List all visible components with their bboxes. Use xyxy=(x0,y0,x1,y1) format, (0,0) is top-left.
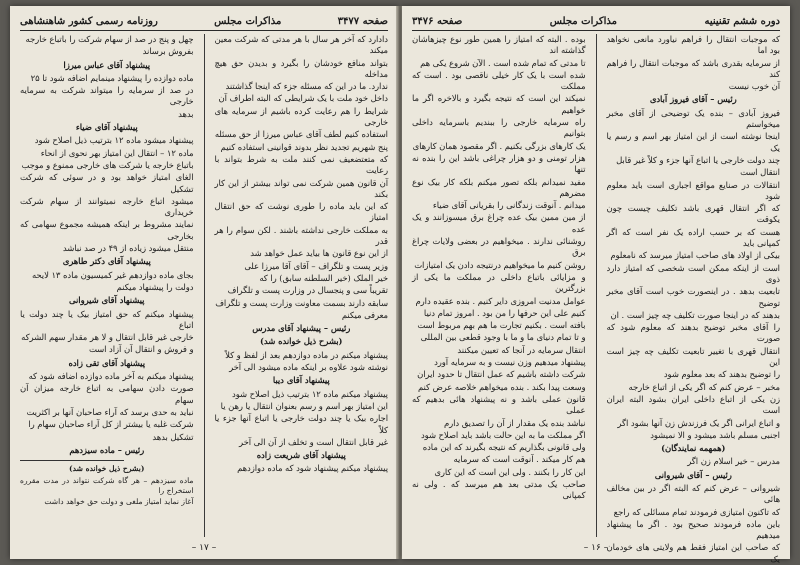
right-page-column-left xyxy=(412,34,586,537)
text-line: آن قانون همین شرکت نمی تواند بیشتر از این کار بکند xyxy=(214,177,388,199)
text-line: تشکیل بدهد xyxy=(152,431,194,442)
text-line: منتقل میشود زیاده از ۴۹ در صد نباشد xyxy=(62,243,194,254)
text-line: پیشنهاد آقای دکتر طاهری xyxy=(62,256,151,267)
left-page-column-right xyxy=(215,34,389,537)
text-line: شرکت داشته باشیم که عمل انتقال تا حدود ایران xyxy=(417,369,586,380)
text-line: رئیس – پیشنهاد آقای مدرس xyxy=(252,323,351,334)
text-line: شیروانی – عرض کنم که البته اگر در بین مخالف هائی xyxy=(606,482,780,505)
text-line: نباشد بنده یک مقدار از آن را تصدیق دارم xyxy=(443,417,586,428)
left-page-title: مذاکرات مجلس xyxy=(214,15,282,27)
text-line: چهل و پنج در صد از سهام شرکت را باتباع خارجه xyxy=(25,34,194,44)
text-line: اینجا نوشته است از این امتیاز بهر اسم و رسم یا یک xyxy=(606,131,780,153)
footnote xyxy=(20,464,194,507)
text-line: قانون عملی باشد و نه پیشنهاد هائی بدهیم که عملی xyxy=(412,393,586,416)
text-line: شرایط را هم رعایت کرده باشیم از سرمایه های خارجی xyxy=(214,105,388,128)
text-line: میدانم . آنوقت زندگانی را بقریانی آقای ضیاء xyxy=(432,200,586,211)
text-line: خیر الملک (خیر السلطنه سابق) را که xyxy=(259,272,388,283)
text-line: را توضیح بدهند که بعد معلوم شود xyxy=(663,369,780,380)
text-line: میشود اتباع خارجه نمیتوانند از سهام شرکت خریداری xyxy=(20,195,194,218)
left-page-number-label: صفحه ۳۴۷۷ xyxy=(337,15,388,27)
left-page-footer-number: – ۱۷ – xyxy=(191,543,217,553)
text-line: این کار را بکنند . ولی این است که این کاری xyxy=(434,466,586,477)
text-line: شرکت غلبه یا بیشتر از کل آراء صاحبان سهام را xyxy=(28,419,194,430)
text-line: بدهند که در اینجا صورت تکلیف چه چیز است . ان xyxy=(610,309,780,320)
text-line: معرفی میکنم xyxy=(341,309,388,320)
text-line: در صد از سرمایه را میتواند شرکت به سرمایه خارجی xyxy=(20,85,194,107)
column-divider xyxy=(204,34,205,537)
text-line: از سرمایه بقدری باشد که موجبات انتقال را فراهم کند xyxy=(606,57,780,79)
text-line: باین ماده فرمودند صحیح بود . اگر ما پیشنهاد میدهیم xyxy=(606,518,780,541)
left-page-column-left xyxy=(20,34,194,537)
footnote-rule xyxy=(20,460,124,461)
text-line: که موجبات انتقال را فراهم نیاورد مانعی نخواهد بود اما xyxy=(606,34,780,56)
text-line: پیشنهاد میکنم که حق امتیاز بیک یا چند دولت یا اتباع xyxy=(20,308,194,330)
text-line: بوده . البته که امتیاز را همین طور نوع چیزهاشان گذاشته اند xyxy=(412,34,586,56)
text-line: بیکی از اولاد های صاحب امتیاز میرسد که نامعلوم xyxy=(610,250,780,261)
text-line: وسعت پیدا بکند . بنده میخواهم خلاصه عرض کنم xyxy=(418,381,586,392)
text-line: هست که بر حسب اراده یک نفر است که اگر کمپانی باید xyxy=(606,226,780,249)
text-line: بجای ماده دوازدهم غیر کمیسیون ماده ۱۳ لایحه xyxy=(31,269,194,280)
text-line: ولی قانونی بگذاریم که نتیجه بگیرند که این ماده xyxy=(422,442,586,453)
text-line: صاحب یک مدتی بعد هم میرسد که . ولی نه کمپانی xyxy=(412,478,586,501)
text-line: باتباع خارجه یا شرکت های خارجی ممنوع و موجب xyxy=(21,159,194,170)
text-line: پیشنهاد آقای شیروانی xyxy=(69,295,145,306)
right-page-journal: دوره ششم تقنینیه xyxy=(704,15,780,27)
text-line: پیشنهاد میدهیم وزن نیست و به سرمایه آورد xyxy=(434,357,586,368)
text-line: تا مدتی که تمام شده است . الآن شروع یکی هم xyxy=(420,57,586,68)
text-line: راه سرمایه خارجی را ببندیم باسرمایه داخلی بتوانیم xyxy=(412,117,586,139)
text-line: پیشنهاد آقای عباس میرزا xyxy=(63,59,151,70)
text-line: آن خوب نیست xyxy=(728,81,780,92)
text-line: صورت دادن سهامی به اتباع خارجه میزان آن سهام xyxy=(20,383,194,405)
text-line: بدهد xyxy=(178,108,194,119)
right-page-title: مذاکرات مجلس xyxy=(549,15,618,27)
text-line: که تاکنون امتیازی فرمودند تمام مسائلی که راجع xyxy=(613,506,780,517)
text-line: پیشنهاد میکنم در ماده دوازدهم بعد از لفظ و کلاً xyxy=(225,349,388,360)
text-line: بتواند منافع خودشان را بگیرد و بدیدن حق هیچ مداخله xyxy=(214,57,388,79)
text-line: و اتباع ایرانی اگر یک فرزندش زن آنها بشود اگر xyxy=(617,417,780,428)
text-line: اجاره بیک یا چند دولت خارجی یا اتباع آنها جزء یا کلاً xyxy=(214,413,388,435)
text-line: فیروز آبادی – بنده یک توضیحی از آقای مخبر میخواستم xyxy=(606,107,780,130)
text-line: سابقه دارند بسمت معاونت وزارت پست و تلگراف xyxy=(215,297,388,308)
right-page-footer-number: – ۱۶ – xyxy=(583,543,609,553)
text-line: و فروش و انتقال آن آزاد است xyxy=(88,344,194,355)
text-line: که این باید ماده را طوری نوشت که حق انتقال امتیاز xyxy=(214,201,388,223)
text-line: پیشنهاد میکنم ماده ۱۲ بترتیب ذیل اصلاح شود xyxy=(232,388,388,399)
text-line: پیشنهاد آقای ضیاء xyxy=(75,122,138,133)
text-line: و تا تمام دنیای ما و ما با وجود قطعی بین المللی xyxy=(420,332,586,343)
left-page xyxy=(10,6,398,559)
right-page-column-right xyxy=(606,34,781,564)
text-line: شده است با یک کار خیلی ناقصی بود . است که مملکت xyxy=(412,69,586,92)
left-page-journal: روزنامه رسمی کشور شاهنشاهی xyxy=(20,15,158,27)
text-line: نباید به حدی برسد که آراء صاحبان آنها بر اکثریت xyxy=(26,406,194,417)
text-line: غیر قابل انتقال است و تخلف از آن الی آخر xyxy=(239,436,388,447)
text-line: دولت را پیشنهاد میکنم xyxy=(116,281,194,292)
text-line: خارجی غیر قابل انتقال و لا هر مقدار سهم الشرکه xyxy=(21,332,194,343)
text-line: دادارد که آخر هر سال با هر مدتی که شرکت معین میکند xyxy=(214,34,388,56)
text-line: (همهمه نمایندگان) xyxy=(661,443,726,454)
text-line: را آقای مخبر توضیح بدهند که معلوم شود که صورت xyxy=(606,322,780,344)
text-line: پیشنهاد میشود ماده ۱۲ بترتیب ذیل اصلاح شود xyxy=(34,135,194,146)
text-line: وزیر پست و تلگراف – آقای آقا میرزا علی xyxy=(244,260,388,271)
text-line: آغاز نماید امتیاز ملغی و دولت حق خواهد داشت xyxy=(44,497,194,507)
right-page-header xyxy=(412,12,780,31)
text-line: (بشرح ذیل خوانده شد) xyxy=(260,336,343,347)
text-line: پیشنهاد میکنم به آخر ماده دوازده اضافه شود که xyxy=(28,371,194,382)
text-line: از مین ممین بیک عده چراغ برق میسوزانند و یک عده xyxy=(412,212,586,234)
text-line: تقریباً سی و پنجسال در وزارت پست و تلگراف xyxy=(227,285,388,296)
column-divider xyxy=(596,34,597,537)
text-line: که اگر انتقال قهری باشد تکلیف چیست چون یکوقت xyxy=(606,203,780,225)
text-line: ندارد. ما در این که مسئله جزء که اینجا گذاشتند xyxy=(225,81,388,92)
text-line: یک کارهای بزرگی بکنیم . اگر مقصود همان کارهای xyxy=(412,140,586,151)
text-line: پیشنهاد آقای تقی زاده xyxy=(68,357,145,368)
text-line: مخبر – عرض کنم که اگر یکی از اتباع خارجه xyxy=(628,381,780,392)
text-line: انتقال سرمایه در آنجا که تعیین میکنند xyxy=(457,344,586,355)
text-line: که صاحب این امتیاز فقط هم ولایتی های خودمان یک xyxy=(606,542,780,564)
text-line: بفروش برساند xyxy=(142,46,194,57)
text-line: مدرس – خیر اسلام زن اگر xyxy=(687,456,780,467)
text-line: پیشنهاد آقای شریعت زاده xyxy=(256,450,346,461)
text-line: انتقال است xyxy=(740,167,780,178)
text-line: پیشنهاد میکنم پیشنهاد شود که ماده دوازدهم xyxy=(237,463,388,474)
text-line: استفاده کنیم لطف آقای عباس میرزا از حق مسئله xyxy=(214,129,388,140)
text-line: داخل خود ملت با یک شرایطی که البته اطراف آن xyxy=(218,93,388,104)
text-line: انتقالات در صنایع مواقع اجباری است باید معلوم شود xyxy=(606,179,780,201)
text-line: چند دولت خارجی یا اتباع آنها جزء و کلاً غیر قابل xyxy=(616,154,780,165)
left-page-header xyxy=(20,12,388,31)
text-line: این امتیاز بهر اسم و رسم بعنوان انتقال یا رهن یا xyxy=(220,400,388,411)
text-line: پنج شهریم تجدید نظر بدوند قوانینی استفاده کنیم xyxy=(220,141,388,152)
text-line: (بشرح ذیل خوانده شد) xyxy=(69,464,145,474)
text-line: نمیکند این است که نتیجه بگیرد و بالاخره اگر ما خواهیم xyxy=(412,93,586,115)
text-line: نمایند مشروط بر اینکه همیشه مجموع سهامی که بخارجی xyxy=(20,219,194,241)
text-line: زن یکی از اتباع داخلی ایران بشود البته ایران است xyxy=(606,393,780,416)
text-line: هم کار میکند . آنوقت است که سرمایه xyxy=(453,454,586,465)
text-line: بافته است . بکنیم تجارت ما هم بهم مربوط است xyxy=(417,320,586,331)
right-page-number-label: صفحه ۳۴۷۶ xyxy=(412,15,463,27)
text-line: عوامل مدنیت امروزی دایر کنیم . بنده عقیده دارم xyxy=(415,295,586,306)
left-page-body xyxy=(20,34,388,537)
text-line: اگر مملکت ما به این حالت باشد باید اصلاح شود xyxy=(420,429,586,440)
text-line: روشنائی ندارند . میخواهیم در بعضی ولایات چراغ برق xyxy=(412,236,586,258)
text-line: روشن کنیم ما میخواهیم درنتیجه دادن یک امتیازات xyxy=(414,259,586,270)
text-line: تابعیت بدهد . در اینصورت خوب است آقای مخبر توضیح xyxy=(606,286,780,308)
text-line: الغای امتیاز خواهد بود و در سوئی که شرکت تشکیل xyxy=(20,172,194,194)
text-line: رئیس – ماده سیزدهم xyxy=(69,444,145,455)
text-line: هزار تومنی و دو هزار چراغی باشد این را بنده نه تنها xyxy=(412,152,586,175)
text-line: رئیس – آقای شیروانی xyxy=(654,469,732,480)
text-line: کنیم علی این حرفها را من بود . امروز تمام دنیا xyxy=(423,307,586,318)
text-line: به مملکت خارجی نداشته باشند . لکن سوام را هر قدر xyxy=(214,224,388,247)
text-line: نوشته شود علاوه بر اینکه ماده میشود الی آخر xyxy=(229,362,388,373)
text-line: است از اینکه ممکن است شخصی که امتیاز دارد ذوی xyxy=(606,262,780,284)
text-line: ماده دوازده را پیشنهاد مینمایم اضافه شود تا ۲۵ xyxy=(30,72,194,83)
text-line: از این نوع قانون ها بیاید عمل خواهد شد xyxy=(250,248,388,259)
text-line: رئیس – آقای فیروز آبادی xyxy=(649,94,737,105)
text-line: که متعتضعیف نمی کنند ملت به شرط بتواند با رعایت xyxy=(214,153,388,176)
text-line: پیشنهاد آقای دیبا xyxy=(272,375,330,386)
text-line: مفید نمیدانم بلکه تصور میکنم بلکه کار بیک نوع مضرهم xyxy=(412,176,586,198)
right-page xyxy=(402,6,790,564)
text-line: ماده سیزدهم – هر گاه شرکت نتواند در مدت مقرره استخراج را xyxy=(20,476,194,496)
text-line: اجنبی مسلم باشد میشود و الا نمیشود xyxy=(650,429,780,440)
text-line: و مزایائی باتباع داخلی در مملکت ما یکی از بزرگترین xyxy=(412,271,586,294)
text-line: انتقال قهری با تغییر تابعیت تکلیف چه چیز است این xyxy=(606,345,780,368)
text-line: ماده ۱۲ – انتقال این امتیاز بهر نحوی از انحاء xyxy=(40,147,194,158)
